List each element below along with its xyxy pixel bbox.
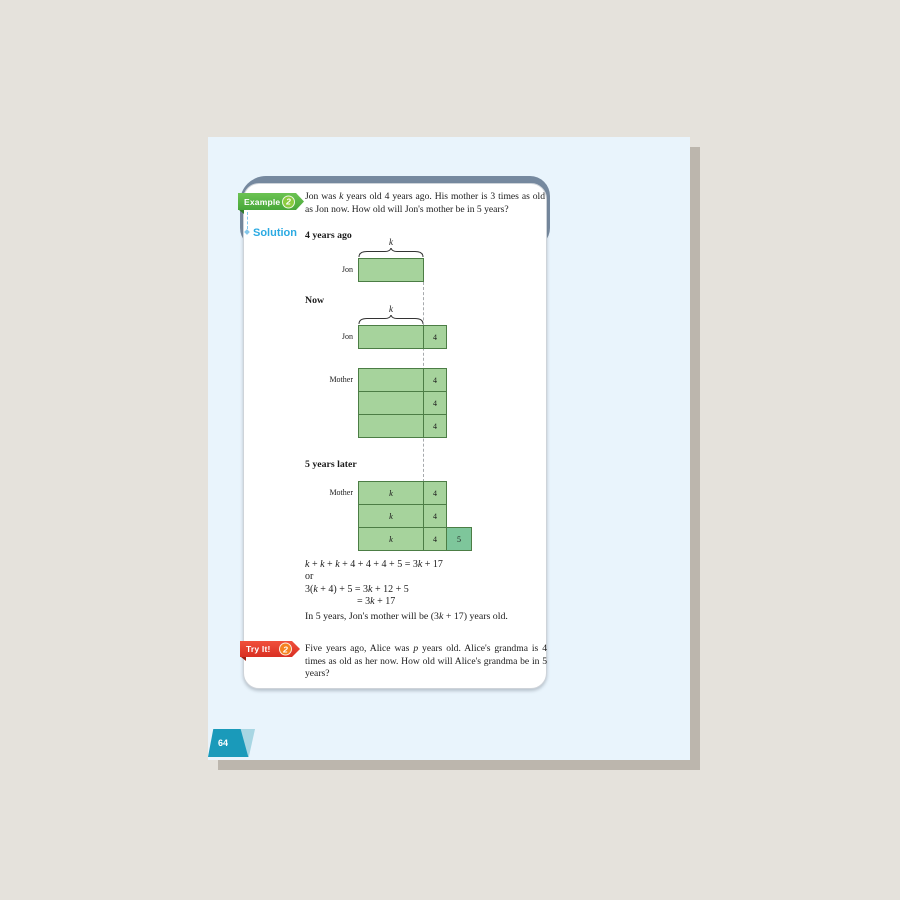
try-it-badge-number: 2 <box>279 643 292 656</box>
brace-label-k: k <box>389 237 393 247</box>
variable-k: k <box>335 559 340 570</box>
bar-segment-k <box>358 258 424 282</box>
bar-segment-4: 4 <box>423 504 447 528</box>
bar-segment-4: 4 <box>423 527 447 551</box>
bar-row <box>358 368 447 392</box>
bar-row <box>358 504 472 528</box>
mother-row-label: Mother <box>329 375 353 384</box>
bar-segment-4: 4 <box>423 414 447 438</box>
equation-segment: + 4) + 5 = 3 <box>317 584 369 595</box>
variable-k: k <box>305 559 310 570</box>
equation-line-1 <box>305 559 443 570</box>
variable-p: p <box>413 643 419 654</box>
problem-text-segment: years old. Alice's grandma is 4 times as old as her now. How old will Alice's grandma be in 5 years? <box>305 643 547 680</box>
jon-bar-now <box>358 325 447 349</box>
dashed-connector-line <box>247 212 248 229</box>
variable-k: k <box>313 584 318 595</box>
conclusion-segment: In 5 years, Jon's mother will be (3 <box>305 611 439 622</box>
variable-k: k <box>417 559 423 570</box>
brace-label-k: k <box>389 304 393 314</box>
conclusion-segment: + 17) years old. <box>443 611 508 622</box>
bar-row <box>358 414 447 438</box>
conclusion-text <box>305 611 508 622</box>
bar-row <box>358 481 472 505</box>
equation-segment: + 17 <box>422 559 443 570</box>
equation-line-4 <box>357 596 395 607</box>
bar-row <box>358 527 472 551</box>
bar-segment-k <box>358 414 424 438</box>
bar-segment-k: k <box>358 527 424 551</box>
bar-segment-4: 4 <box>423 325 447 349</box>
solution-label: Solution <box>253 227 297 239</box>
textbook-page <box>208 137 690 760</box>
heading-5-years-later: 5 years later <box>305 459 357 470</box>
equation-segment: = 3 <box>357 596 371 607</box>
equation-segment: + <box>324 559 336 570</box>
variable-k: k <box>370 596 375 607</box>
equation-segment: + 12 + 5 <box>372 584 409 595</box>
equation-segment: + 4 + 4 + 4 + 5 = 3 <box>339 559 418 570</box>
bar-row <box>358 391 447 415</box>
bar-segment-4: 4 <box>423 481 447 505</box>
equation-segment: + <box>309 559 321 570</box>
try-it-problem-text <box>305 643 547 681</box>
try-it-badge <box>240 641 300 657</box>
example-problem-text <box>305 191 545 216</box>
example-badge-label: Example <box>244 196 281 207</box>
example-badge-number: 2 <box>282 195 295 208</box>
jon-bar-4-years-ago <box>358 258 424 282</box>
heading-now: Now <box>305 295 325 306</box>
bar-segment-5: 5 <box>446 527 472 551</box>
curly-brace-icon <box>358 315 424 324</box>
bar-segment-k <box>358 368 424 392</box>
variable-k: k <box>368 584 373 595</box>
bar-segment-4: 4 <box>423 368 447 392</box>
mother-row-label: Mother <box>329 488 353 497</box>
equation-segment: 3( <box>305 584 314 595</box>
equation-line-3 <box>305 584 409 595</box>
curly-brace-icon <box>358 248 424 257</box>
bar-segment-k <box>358 391 424 415</box>
equation-segment: + 17 <box>374 596 396 607</box>
problem-text-segment: Five years ago, Alice was <box>305 643 414 654</box>
page-number: 64 <box>218 738 229 748</box>
mother-bars-now <box>358 368 447 438</box>
bar-segment-4: 4 <box>423 391 447 415</box>
bar-segment-k <box>358 325 424 349</box>
jon-row-label: Jon <box>341 332 353 341</box>
variable-k: k <box>320 559 325 570</box>
bar-segment-k: k <box>358 504 424 528</box>
page-number-tab <box>208 729 256 757</box>
problem-text-segment: Jon was <box>305 191 340 202</box>
mother-bars-5-years-later <box>358 481 472 551</box>
variable-k: k <box>438 611 444 622</box>
variable-k: k <box>339 191 344 202</box>
try-it-badge-label: Try It! <box>246 644 271 654</box>
jon-row-label: Jon <box>341 265 353 274</box>
bar-segment-k: k <box>358 481 424 505</box>
equation-or: or <box>305 571 314 582</box>
heading-4-years-ago: 4 years ago <box>305 230 352 241</box>
example-badge <box>238 193 304 210</box>
problem-text-segment: years old 4 years ago. His mother is 3 times as old as Jon now. How old will Jon's mother be in 5 years? <box>305 191 546 215</box>
